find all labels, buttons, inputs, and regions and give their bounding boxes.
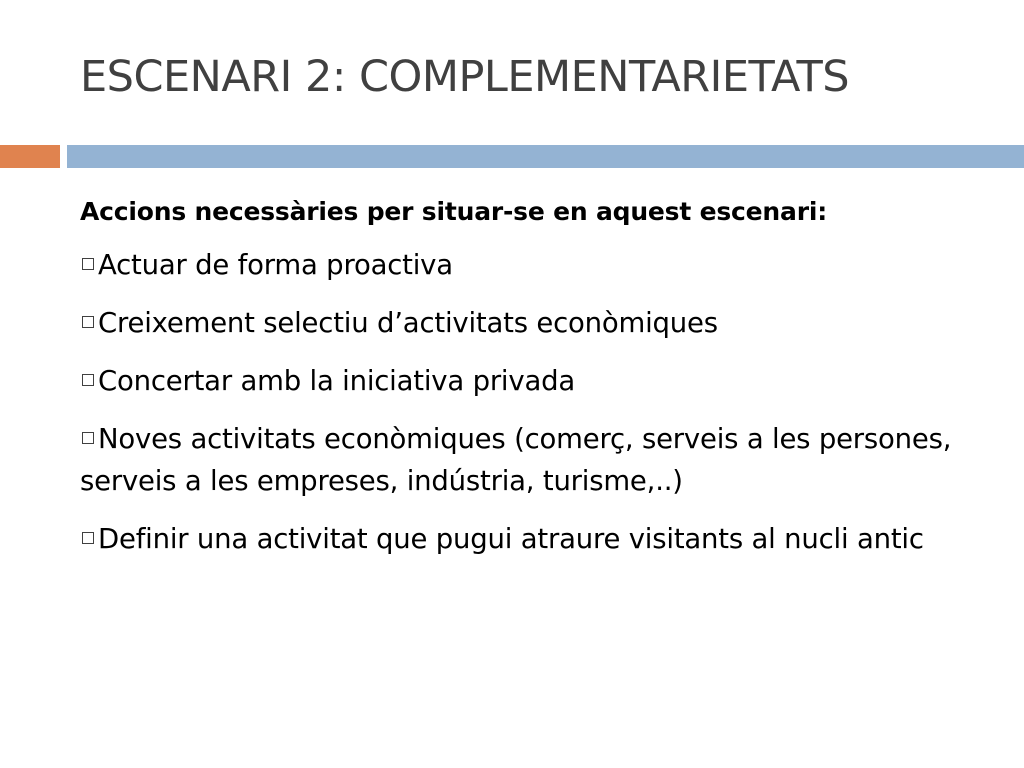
slide-title: ESCENARI 2: COMPLEMENTARIETATS	[80, 52, 850, 102]
content-heading: Accions necessàries per situar-se en aquest escenari:	[80, 197, 827, 226]
bullet-item	[80, 360, 980, 402]
bullet-text: Concertar amb la iniciativa privada	[98, 365, 576, 397]
bullet-text: Noves activitats econòmiques (comerç, serveis a les persones, serveis a les empreses, indústria, turisme,..)	[80, 423, 952, 497]
slide-content	[80, 188, 980, 560]
bullet-item	[80, 418, 980, 502]
square-outline-icon	[82, 258, 94, 270]
bullet-item	[80, 518, 980, 560]
title-rule-orange	[0, 145, 60, 168]
square-outline-icon	[82, 532, 94, 544]
bullet-list	[80, 244, 980, 560]
bullet-text: Creixement selectiu d’activitats econòmiques	[98, 307, 718, 339]
bullet-text: Definir una activitat que pugui atraure visitants al nucli antic	[98, 523, 924, 555]
bullet-item	[80, 302, 980, 344]
square-outline-icon	[82, 374, 94, 386]
bullet-item	[80, 244, 980, 286]
square-outline-icon	[82, 316, 94, 328]
title-rule-blue	[67, 145, 1024, 168]
square-outline-icon	[82, 432, 94, 444]
bullet-text: Actuar de forma proactiva	[98, 249, 453, 281]
